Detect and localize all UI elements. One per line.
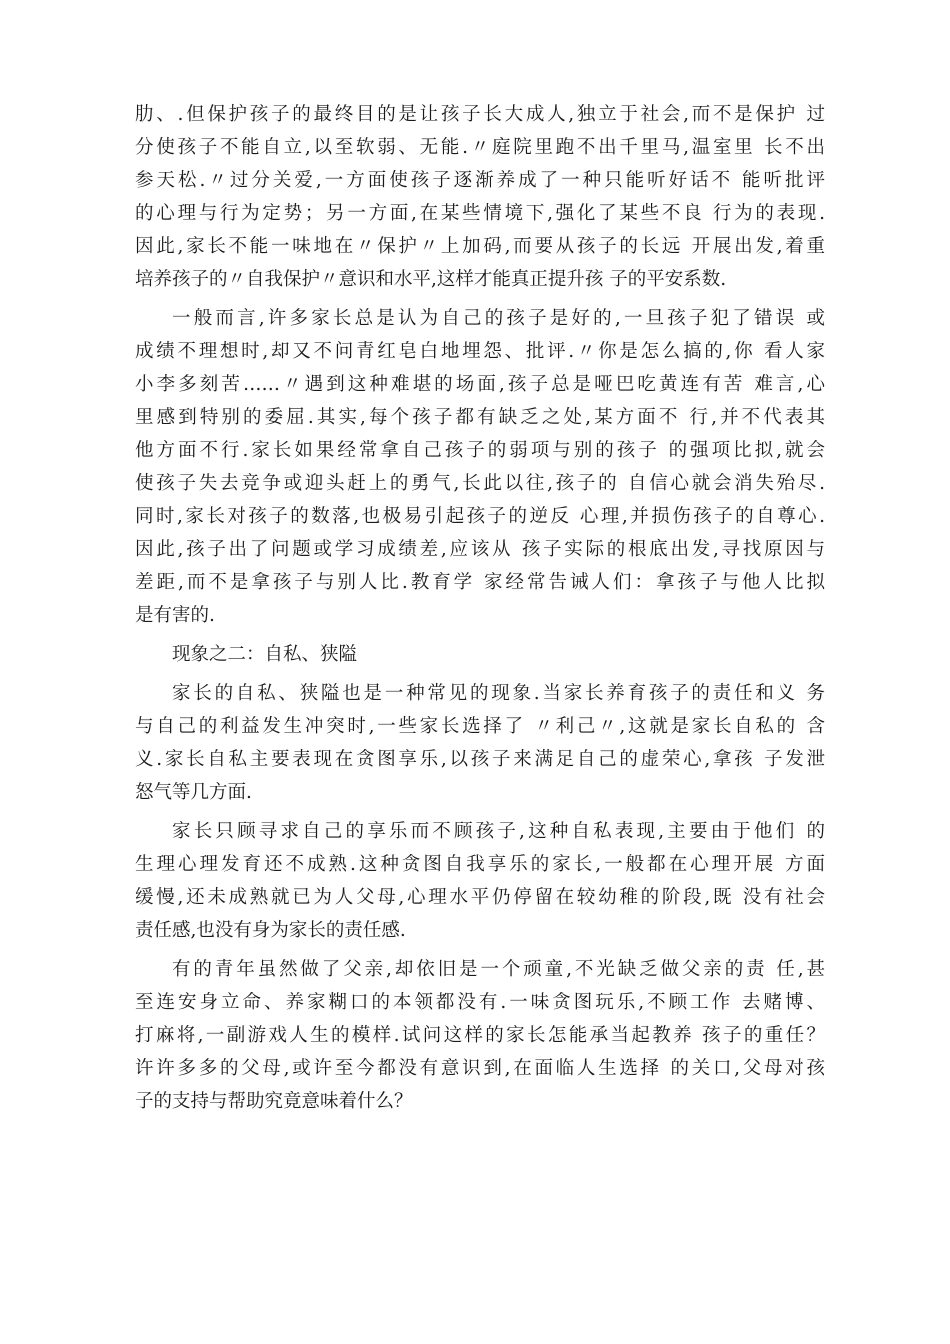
text-line: 小李多刻苦……〃遇到这种难堪的场面,孩子总是哑巴吃黄连有苦 难言,心 — [135, 374, 825, 395]
text-line: 缓慢,还未成熟就已为人父母,心理水平仍停留在较幼稚的阶段,既 没有社会 — [135, 887, 825, 908]
text-line: 义.家长自私主要表现在贪图享乐,以孩子来满足自己的虚荣心,拿孩 子发泄 — [135, 749, 825, 770]
text-line: 差距,而不是拿孩子与别人比.教育学 家经常告诫人们：拿孩子与他人比拟 — [135, 572, 825, 593]
text-line: 打麻将,一副游戏人生的模样.试问这样的家长怎能承当起教养 孩子的重任？ — [135, 1025, 825, 1046]
paragraph-3 — [135, 677, 825, 809]
section-heading — [135, 638, 825, 671]
text-line: 因此,家长不能一味地在〃保护〃上加码,而要从孩子的长远 开展出发,着重 — [135, 236, 825, 257]
text-line: 因此,孩子出了问题或学习成绩差,应该从 孩子实际的根底出发,寻找原因与 — [135, 539, 825, 560]
text-line: 责任感,也没有身为家长的责任感. — [135, 920, 406, 941]
text-line: 有的青年虽然做了父亲,却依旧是一个顽童,不光缺乏做父亲的责 任,甚 — [172, 959, 825, 980]
paragraph-5 — [135, 953, 825, 1118]
text-line: 参天松.〃过分关爱,一方面使孩子逐渐养成了一种只能听好话不 能听批评 — [135, 170, 825, 191]
text-line: 肋、.但保护孩子的最终目的是让孩子长大成人,独立于社会,而不是保护 过 — [135, 104, 825, 125]
section-heading-text: 现象之二：自私、狭隘 — [172, 644, 358, 665]
text-line: 分使孩子不能自立,以至软弱、无能.〃庭院里跑不出千里马,温室里 长不出 — [135, 137, 825, 158]
document-body — [135, 98, 825, 1124]
paragraph-4 — [135, 815, 825, 947]
text-line: 与自己的利益发生冲突时,一些家长选择了 〃利己〃,这就是家长自私的 含 — [135, 716, 825, 737]
text-line: 家长的自私、狭隘也是一种常见的现象.当家长养育孩子的责任和义 务 — [172, 683, 825, 704]
text-line: 里感到特别的委屈.其实,每个孩子都有缺乏之处,某方面不 行,并不代表其 — [135, 407, 825, 428]
text-line: 是有害的. — [135, 605, 215, 626]
text-line: 生理心理发育还不成熟.这种贪图自我享乐的家长,一般都在心理开展 方面 — [135, 854, 825, 875]
text-line: 成绩不理想时,却又不问青红皂白地埋怨、批评.〃你是怎么搞的,你 看人家 — [135, 341, 825, 362]
text-line: 使孩子失去竞争或迎头赶上的勇气,长此以往,孩子的 自信心就会消失殆尽. — [135, 473, 825, 494]
paragraph-1 — [135, 98, 825, 296]
paragraph-2 — [135, 302, 825, 632]
text-line: 子的支持与帮助究竟意味着什么？ — [135, 1091, 413, 1112]
text-line: 至连安身立命、养家糊口的本领都没有.一味贪图玩乐,不顾工作 去赌博、 — [135, 992, 825, 1013]
text-line: 一般而言,许多家长总是认为自己的孩子是好的,一旦孩子犯了错误 或 — [172, 308, 825, 329]
text-line: 许许多多的父母,或许至今都没有意识到,在面临人生选择 的关口,父母对孩 — [135, 1058, 825, 1079]
text-line: 的心理与行为定势；另一方面,在某些情境下,强化了某些不良 行为的表现. — [135, 203, 825, 224]
text-line: 家长只顾寻求自己的享乐而不顾孩子,这种自私表现,主要由于他们 的 — [172, 821, 825, 842]
text-line: 培养孩子的〃自我保护〃意识和水平,这样才能真正提升孩 子的平安系数. — [135, 269, 727, 290]
text-line: 同时,家长对孩子的数落,也极易引起孩子的逆反 心理,并损伤孩子的自尊心. — [135, 506, 825, 527]
text-line: 他方面不行.家长如果经常拿自己孩子的弱项与别的孩子 的强项比拟,就会 — [135, 440, 825, 461]
text-line: 怒气等几方面. — [135, 782, 252, 803]
